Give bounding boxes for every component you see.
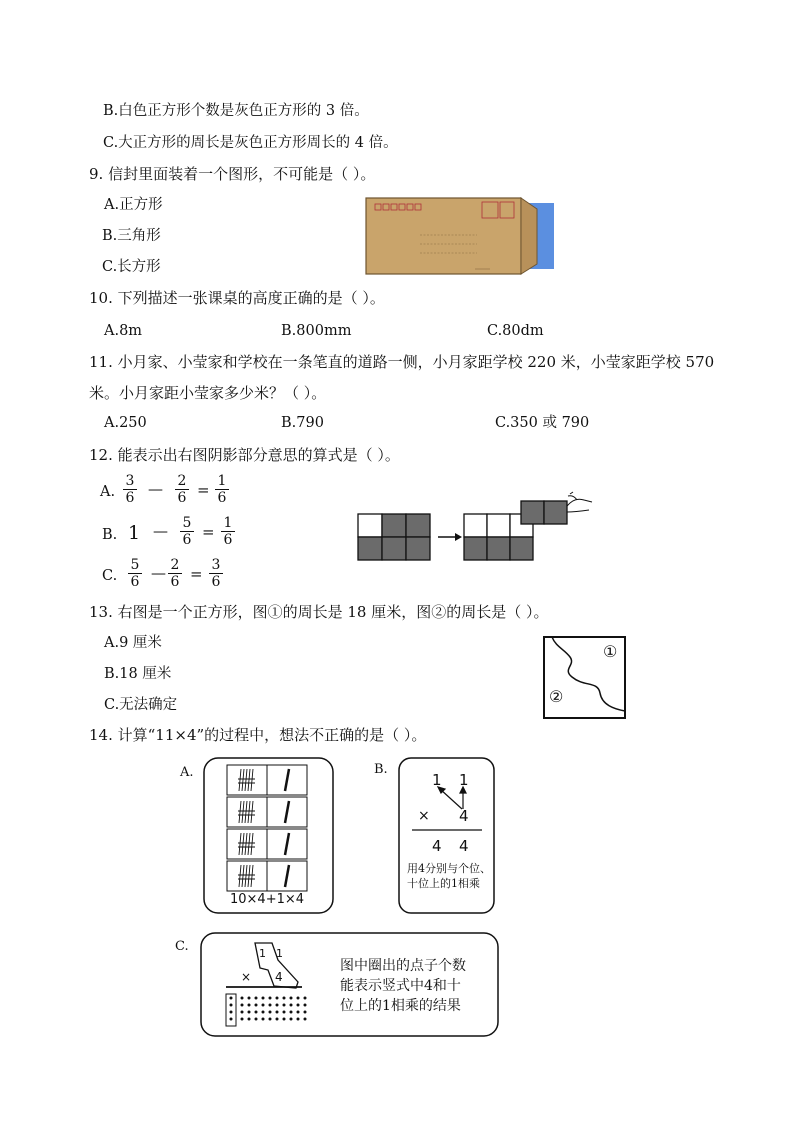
- q12-option-b-label: B.: [102, 527, 118, 543]
- numerator: 3: [211, 557, 221, 573]
- dot: [304, 997, 307, 1000]
- dot: [269, 1004, 272, 1007]
- dot: [262, 1018, 265, 1021]
- q11-stem-line1: 11. 小月家、小莹家和学校在一条笔直的道路一侧，小月家距学校 220 米，小莹家距学校 570: [89, 353, 715, 371]
- box-b-tens-digit: 1: [432, 771, 442, 789]
- dot: [255, 1018, 258, 1021]
- dot: [248, 1004, 251, 1007]
- numerator: 3: [125, 473, 135, 489]
- q12-b-fraction-1: [180, 515, 194, 548]
- q13-option-b: B.18 厘米: [104, 666, 172, 682]
- q13-option-a: A.9 厘米: [104, 635, 162, 651]
- numerator: 5: [130, 557, 140, 573]
- box-b-caption-line1: 用4分别与个位、: [407, 862, 491, 875]
- box-c-ones-digit: 1: [276, 947, 283, 960]
- q12-option-c-label: C.: [102, 568, 118, 584]
- q12-a-fraction-1: [123, 473, 137, 506]
- numerator: 2: [170, 557, 180, 573]
- q10-option-b: B.800mm: [281, 323, 352, 339]
- equals-sign: =: [190, 565, 203, 583]
- box-b-result-tens: 4: [432, 837, 442, 855]
- q14-label-b: B.: [374, 762, 388, 777]
- minus-sign: —: [151, 564, 166, 582]
- region-1-mark: ①: [603, 642, 618, 661]
- dot: [297, 1004, 300, 1007]
- q8-option-c: C.大正方形的周长是灰色正方形周长的 4 倍。: [103, 135, 398, 151]
- minus-sign: —: [153, 522, 168, 540]
- dot: [304, 1004, 307, 1007]
- denominator: 6: [175, 489, 189, 506]
- denominator: 6: [215, 489, 229, 506]
- q13-option-c: C.无法确定: [104, 697, 178, 713]
- q11-stem-line2: 米。小月家距小莹家多少米？（ ）。: [89, 384, 327, 402]
- dot: [262, 997, 265, 1000]
- dot: [269, 997, 272, 1000]
- dot: [290, 1011, 293, 1014]
- dot: [290, 1018, 293, 1021]
- box-b-times-sign: ×: [418, 808, 430, 824]
- q12-stem: 12. 能表示出右图阴影部分意思的算式是（ ）。: [89, 446, 400, 464]
- region-2-mark: ②: [549, 687, 564, 706]
- q12-b-fraction-2: [221, 515, 235, 548]
- q12-option-a-label: A.: [100, 484, 116, 500]
- numerator: 1: [217, 473, 227, 489]
- q12-a-fraction-2: [175, 473, 189, 506]
- whole-number: 1: [128, 522, 141, 544]
- dot: [290, 1004, 293, 1007]
- q12-c-fraction-1: [128, 557, 142, 590]
- hand-icon: [567, 492, 592, 512]
- dot: [262, 1011, 265, 1014]
- dot: [283, 1004, 286, 1007]
- q9-stem: 9. 信封里面装着一个图形，不可能是（ ）。: [89, 165, 376, 183]
- dot: [248, 997, 251, 1000]
- numerator: 2: [177, 473, 187, 489]
- dot: [241, 1018, 244, 1021]
- q11-option-c: C.350 或 790: [495, 415, 590, 431]
- dot: [276, 1011, 279, 1014]
- dot: [276, 1018, 279, 1021]
- box-b-ones-digit: 1: [459, 771, 469, 789]
- box-c-tens-digit: 1: [259, 947, 266, 960]
- box-c-times-sign: ×: [241, 970, 252, 984]
- dot: [255, 1004, 258, 1007]
- envelope-image: [365, 197, 557, 277]
- q14-box-b-frame: [398, 757, 496, 915]
- box-c-text-line2: 能表示竖式中4和十: [340, 978, 461, 994]
- dot: [248, 1011, 251, 1014]
- denominator: 6: [123, 489, 137, 506]
- numerator: 5: [182, 515, 192, 531]
- dot: [304, 1018, 307, 1021]
- dot: [297, 1018, 300, 1021]
- dot: [276, 997, 279, 1000]
- denominator: 6: [180, 531, 194, 548]
- dot: [283, 997, 286, 1000]
- minus-sign: —: [148, 480, 163, 498]
- dot: [241, 1011, 244, 1014]
- denominator: 6: [221, 531, 235, 548]
- q12-a-fraction-3: [215, 473, 229, 506]
- q9-option-a: A.正方形: [104, 197, 163, 213]
- box-c-multiplier: 4: [275, 970, 283, 984]
- box-a-formula: 10×4+1×4: [230, 892, 305, 907]
- q12-c-fraction-3: [209, 557, 223, 590]
- dot: [297, 1011, 300, 1014]
- denominator: 6: [128, 573, 142, 590]
- q14-stem: 14. 计算“11×4”的过程中，想法不正确的是（ ）。: [89, 726, 427, 744]
- dot: [269, 1018, 272, 1021]
- dot: [290, 997, 293, 1000]
- numerator: 1: [223, 515, 233, 531]
- equals-sign: =: [197, 481, 210, 499]
- box-c-text-line3: 位上的1相乘的结果: [340, 998, 461, 1014]
- dot: [297, 997, 300, 1000]
- dot: [283, 1018, 286, 1021]
- dot: [269, 1011, 272, 1014]
- denominator: 6: [168, 573, 182, 590]
- q14-label-a: A.: [180, 765, 194, 780]
- q8-option-b: B.白色正方形个数是灰色正方形的 3 倍。: [103, 103, 369, 119]
- dot: [255, 997, 258, 1000]
- q9-option-c: C.长方形: [102, 259, 161, 275]
- q10-option-a: A.8m: [104, 323, 143, 339]
- denominator: 6: [209, 573, 223, 590]
- q14-label-c: C.: [175, 939, 189, 954]
- q12-c-fraction-2: [168, 557, 182, 590]
- dot: [241, 1004, 244, 1007]
- q10-stem: 10. 下列描述一张课桌的高度正确的是（ ）。: [89, 289, 385, 307]
- q13-stem: 13. 右图是一个正方形，图①的周长是 18 厘米，图②的周长是（ ）。: [89, 603, 549, 621]
- equals-sign: =: [202, 523, 215, 541]
- dot: [255, 1011, 258, 1014]
- dot: [304, 1011, 307, 1014]
- q12-shaded-grid-figure: [356, 490, 596, 566]
- dot: [276, 1004, 279, 1007]
- dot: [241, 997, 244, 1000]
- dot: [283, 1011, 286, 1014]
- dot: [262, 1004, 265, 1007]
- dot: [248, 1018, 251, 1021]
- box-c-text-line1: 图中圈出的点子个数: [340, 958, 466, 974]
- q11-option-b: B.790: [281, 415, 324, 431]
- q10-option-c: C.80dm: [487, 323, 544, 339]
- q9-option-b: B.三角形: [102, 228, 161, 244]
- q11-option-a: A.250: [104, 415, 147, 431]
- box-b-result-ones: 4: [459, 837, 469, 855]
- box-b-caption-line2: 十位上的1相乘: [407, 877, 480, 890]
- box-b-multiplier: 4: [459, 807, 469, 825]
